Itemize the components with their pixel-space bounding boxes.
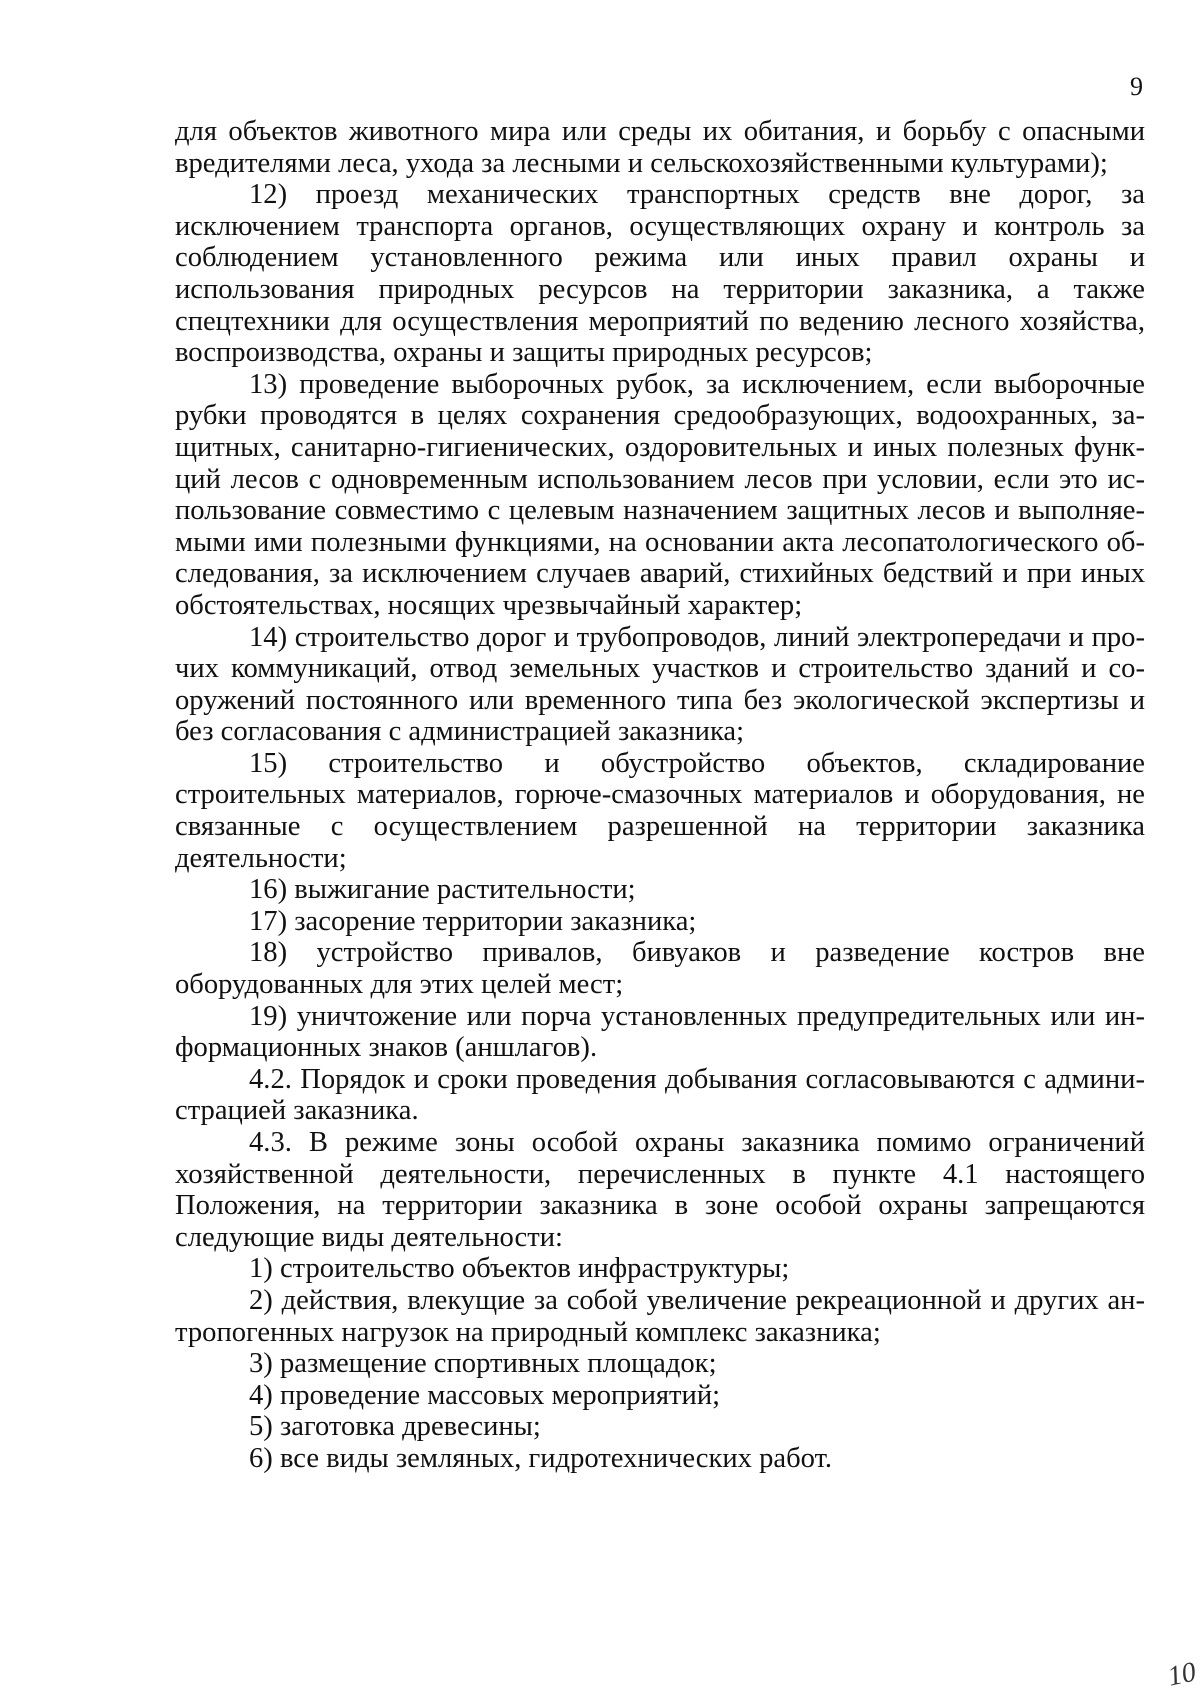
handwritten-page-mark: 10 [1164, 1656, 1199, 1693]
sub-item-5: 5) заготовка древесины; [249, 1411, 541, 1443]
section-4-2: 4.2. Порядок и сроки проведения добывания согласовываются с администрацией заказника. [175, 1063, 1145, 1127]
sub-item-2: 2) действия, влекущие за собой увеличение рекреационной и других антропогенных нагрузок на природный комплекс заказника; [175, 1284, 1145, 1348]
sub-item-6: 6) все виды земляных, гидротехнических работ. [249, 1442, 833, 1474]
list-item-16: 16) выжигание растительности; [249, 874, 636, 906]
list-item-18: 18) устройство привалов, бивуаков и разведение костров вне оборудованных для этих целей мест; [175, 937, 1145, 1001]
list-item-14: 14) строительство дорог и трубопроводов, линий электропередачи и прочих коммуникаций, отвод земельных участков и строительство зданий и сооружений постоянного или временного типа без экологической экспертизы и без согласования с администрацией заказника; [175, 621, 1145, 748]
sub-item-1: 1) строительство объектов инфраструктуры; [249, 1253, 790, 1285]
list-item-15: 15) строительство и обустройство объектов, складирование строительных материалов, горюче-смазочных материалов и оборудования, не связанные с осуществлением разрешенной на территории заказника деятельности; [175, 747, 1145, 874]
sub-item-4: 4) проведение массовых мероприятий; [249, 1379, 721, 1411]
document-body [175, 116, 1145, 1475]
list-item-19: 19) уничтожение или порча установленных предупредительных или информационных знаков (аншлагов). [175, 1000, 1145, 1064]
list-item-17: 17) засорение территории заказника; [249, 905, 697, 937]
sub-item-3: 3) размещение спортивных площадок; [249, 1348, 717, 1380]
paragraph-continuation: для объектов животного мира или среды их обитания, и борьбу с опасными вредителями леса, ухода за лесными и сельскохозяйственными культурами); [175, 116, 1145, 179]
list-item-12: 12) проезд механических транспортных средств вне дорог, за исключением транспорта органов, осуществляющих охрану и контроль за соблюдением установленного режима или иных правил охраны и использования природных ресурсов на территории заказника, а также спецтехники для осуществления мероприятий по ведению лесного хозяйства, воспроизводства, охраны и защиты природных ресурсов; [175, 179, 1145, 369]
list-item-13: 13) проведение выборочных рубок, за исключением, если выборочные рубки проводятся в целях сохранения средообразующих, водоохранных, защитных, санитарно-гигиенических, оздоровительных и иных полезных функций лесов с одновременным использованием лесов при условии, если это использование совместимо с целевым назначением защитных лесов и выполняемыми ими полезными функциями, на основании акта лесопатологического обследования, за исключением случаев аварий, стихийных бедствий и при иных обстоятельствах, носящих чрезвычайный характер; [175, 368, 1145, 621]
section-4-3: 4.3. В режиме зоны особой охраны заказника помимо ограничений хозяйственной деятельности, перечисленных в пункте 4.1 настоящего Положения, на территории заказника в зоне особой охраны запрещаются следующие виды деятельности: [175, 1127, 1145, 1253]
page-number: 9 [1130, 72, 1143, 101]
